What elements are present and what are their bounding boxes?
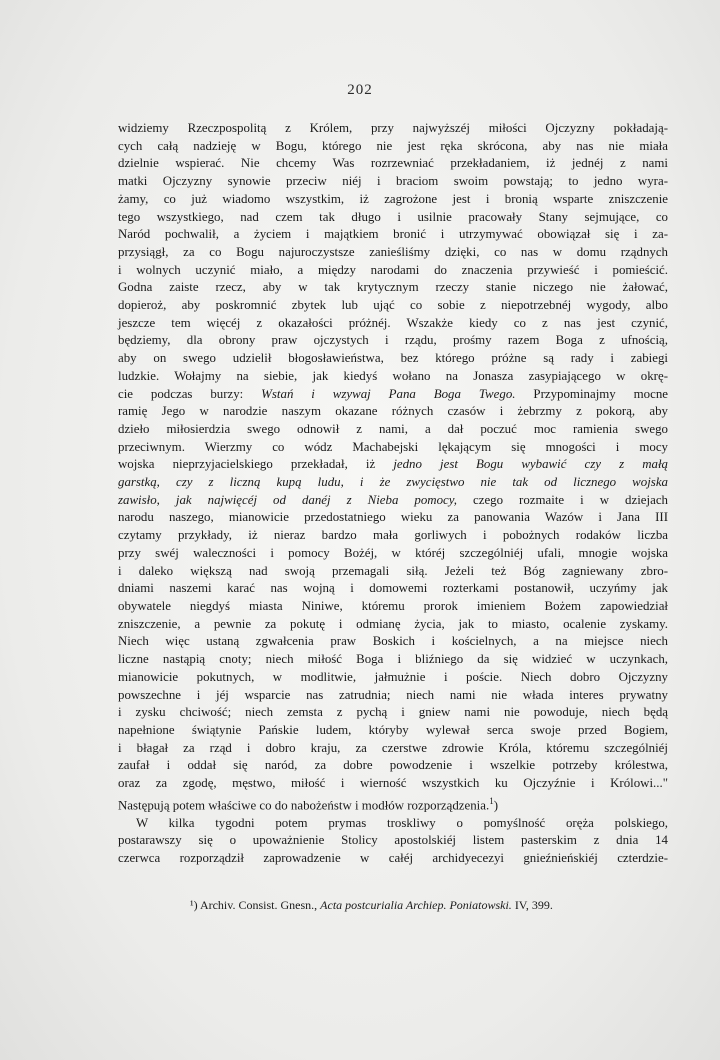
text-run: widziemy Rzeczpospolitą z Królem, przy najwyższéj miłości Ojczyzny pokładają-: [118, 121, 668, 135]
text-run: powszechne i jéj wsparcie nas zatrudnia; niech nami nie włada interes prywatny: [118, 687, 668, 702]
text-run: obywatele niegdyś miasta Niniwe, któremu prorok imieniem Bożem zapowiedział: [118, 598, 668, 613]
text-line: [118, 332, 668, 350]
text-line: [118, 616, 668, 634]
text-line: [118, 492, 668, 510]
text-run: ramię Jego w narodzie naszym okazane różnych czasów i żebrzmy z pokorą, aby: [118, 404, 668, 419]
text-run: W kilka tygodni potem prymas troskliwy o pomyślność oręża polskiego,: [136, 815, 668, 830]
text-run: i zysku chciwość; niech zemsta z pychą i gniew nami nie powoduje, niech będą: [118, 705, 668, 720]
text-line: [118, 173, 668, 191]
text-line: [118, 793, 668, 815]
text-line: [118, 598, 668, 616]
text-line: [118, 775, 668, 793]
text-run: matki Ojczyzny synowie przeciw niéj i braciom swoim powstają; to jedno wyra-: [118, 174, 668, 189]
text-run: liczne nastąpią cnoty; niech miłość Boga i bliźniego da się widzieć w uczynkach,: [118, 652, 668, 667]
text-run: przeciwnym. Wierzmy co wódz Machabejski lękającym się mnogości i mocy: [118, 439, 668, 454]
text-run: Przypominajmy mocne: [515, 386, 669, 401]
italic-run: garstką, czy z liczną kupą ludu, i że zwycięstwo nie tak od licznego wojska: [118, 475, 668, 490]
text-line: [118, 545, 668, 563]
text-line: [118, 244, 668, 262]
text-line: [118, 209, 668, 227]
text-line: [118, 651, 668, 669]
text-line: [118, 350, 668, 368]
text-line: [118, 155, 668, 173]
text-line: [118, 832, 668, 850]
text-line: [118, 138, 668, 156]
footnote-ref: IV, 399.: [514, 898, 553, 912]
text-line: [118, 226, 668, 244]
page-number: 202: [347, 82, 373, 98]
text-run: tego wszystkiego, nad czem tak długo i usilnie pracowały Stany sejmujące, co: [118, 209, 668, 224]
text-run: cie podczas burzy:: [118, 386, 262, 401]
footnote-title: Acta postcurialia Archiep. Poniatowski.: [320, 898, 512, 912]
text-line: [118, 474, 668, 492]
text-line: [118, 704, 668, 722]
footnote-source: Archiv. Consist. Gnesn.,: [199, 898, 318, 912]
text-run: napełnione świątynie Pańskie ludem, któryby wylewał serca swoje przed Bogiem,: [118, 722, 668, 737]
text-run: oraz za zgodę, męstwo, miłość i wierność wszystkich ku Ojczyźnie i Królowi...": [118, 776, 668, 791]
text-run: dopieroż, aby poskromnić zbytek lub ująć co sobie z niepotrzebnéj wygody, albo: [118, 298, 668, 313]
text-run: zaufał i oddał się naród, za dobre powodzenie i wszelkie potrzeby królestwa,: [118, 758, 668, 773]
text-run: zniszczenie, a pewnie za pokutę i odmianę życia, jak to miasto, ocalenie zyskamy.: [118, 616, 668, 631]
text-line: [118, 120, 668, 138]
text-run: i błagał za rząd i dobro kraju, za czerstwe zdrowie Króla, któremu szczególniéj: [118, 740, 668, 755]
text-line: [118, 315, 668, 333]
text-run: Naród pochwalił, a życiem i majątkiem bronić i utrzymywać obowiązał się i za-: [118, 227, 668, 242]
text-line: [118, 687, 668, 705]
italic-run: zawisło, jak najwięcéj od danéj z Nieba pomocy,: [118, 492, 457, 507]
text-run: mianowicie pokutnych, w modlitwie, jałmużnie i poście. Niech dobro Ojczyzny: [118, 669, 668, 684]
text-run: czego rozmaite i w dziejach: [457, 492, 668, 507]
text-line: [118, 669, 668, 687]
text-line: [118, 456, 668, 474]
text-line: [118, 527, 668, 545]
text-run: ludzkie. Wołajmy na siebie, jak kiedyś wołano na Jonasza zasypiającego w okrę-: [118, 368, 668, 383]
italic-run: jedno jest Bogu wybawić czy z małą: [393, 457, 668, 472]
text-line: [118, 368, 668, 386]
body-text: [118, 120, 668, 868]
text-run: dzielnie wspierać. Nie chcemy Was rozrzewniać przekładaniem, iż jednéj z nami: [118, 156, 668, 171]
text-line: [118, 262, 668, 280]
text-line: [118, 439, 668, 457]
text-run: Następują potem właściwe co do nabożeństw i modłów rozporządzenia.: [118, 798, 490, 813]
text-run: Godna zaiste rzecz, aby w tak krytycznym rzeczy stanie niczego nie żałować,: [118, 280, 668, 295]
text-run: dzieło miłosierdzia swego odnowił z nami, a dał poczuć moc ramienia swego: [118, 421, 668, 436]
text-line: [118, 815, 668, 833]
text-line: [118, 191, 668, 209]
text-line: [118, 850, 668, 868]
text-run: Niech więc ustaną zgwałcenia praw Boskich i kościelnych, a na miejsce niech: [118, 634, 668, 649]
text-line: [118, 403, 668, 421]
text-line: [118, 279, 668, 297]
text-run: czerwca rozporządził zaprowadzenie w całéj archidyecezyi gnieźnieńskiéj czterdzie-: [118, 851, 668, 866]
text-line: [118, 297, 668, 315]
text-line: [118, 740, 668, 758]
text-line: [118, 509, 668, 527]
text-line: [118, 757, 668, 775]
text-line: [118, 563, 668, 581]
text-run: będziemy, dla obrony praw ojczystych i rządu, prośmy razem Boga z ufnością,: [118, 333, 668, 348]
text-line: [118, 580, 668, 598]
text-line: [118, 633, 668, 651]
text-run: czytamy przykłady, iż nieraz bardzo mała gorliwych i pobożnych rodaków liczba: [118, 528, 668, 543]
text-run: przy swéj waleczności i pomocy Bożéj, w któréj szczególniéj ufali, mnogie wojska: [118, 545, 668, 560]
text-run: jeszcze tem więcéj z okazałości próżnéj. Wszakże kiedy co z nas jest czynić,: [118, 315, 668, 330]
text-line: [118, 386, 668, 404]
footnote-marker: ¹): [190, 898, 198, 912]
text-run: wojska nieprzyjacielskiego przekładał, iż: [118, 457, 394, 472]
text-run: cych całą nadzieję w Bogu, którego nie jest ręka skrócona, aby nas nie miała: [118, 138, 668, 153]
text-run: postarawszy się o upoważnienie Stolicy apostolskiéj listem pasterskim z dnia 14: [118, 833, 668, 848]
text-run: przysiągł, za co Bogu najuroczystsze zanieśliśmy dzięki, co nas w domu rządnych: [118, 244, 668, 259]
text-run: i daleko większą nad swoją przemagali siłą. Jeżeli też Bóg zagniewany zbro-: [118, 563, 668, 578]
text-run: aby on swego udzielił błogosławieństwa, bez którego próżne są rady i zabiegi: [118, 351, 668, 366]
text-run: narodu naszego, mianowicie przedostatniego wieku za panowania Wazów i Jana III: [118, 510, 668, 525]
text-run: żamy, co już wiadomo wszystkim, iż zagrożone jest i bronią wsparte zniszczenie: [118, 191, 668, 206]
text-run: i wolnych uczynić miało, a między narodami do znaczenia przywieść i pomieścić.: [118, 262, 668, 277]
text-run: ): [493, 798, 498, 813]
italic-run: Wstań i wzywaj Pana Boga Twego.: [261, 386, 516, 401]
text-run: dniami naszemi karać nas wojną i domowemi rozterkami postanowił, uczyńmy jak: [118, 581, 668, 596]
footnote-ref-mark: 1: [489, 795, 494, 806]
text-line: [118, 421, 668, 439]
text-line: [118, 722, 668, 740]
footnote: [190, 898, 670, 913]
